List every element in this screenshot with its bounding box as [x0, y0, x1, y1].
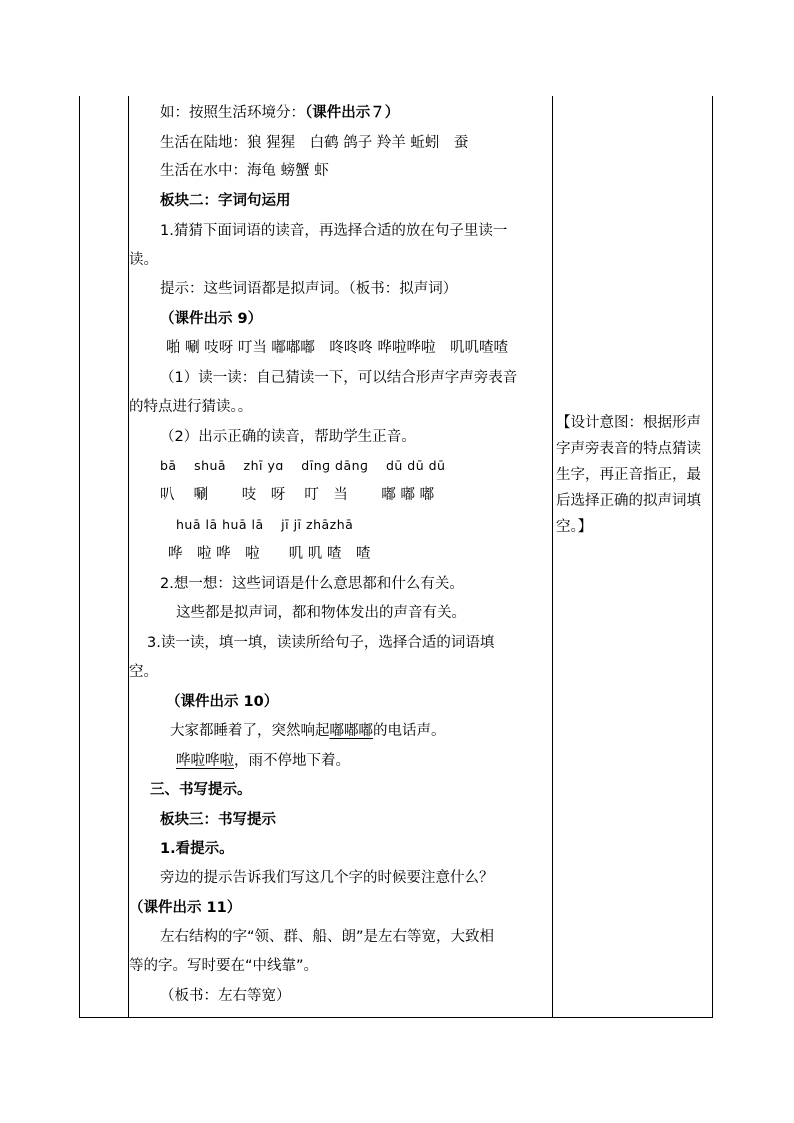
pinyin-row-1: bā shuā zhī yɑ dīnɡ dānɡ dū dū dū	[160, 458, 446, 473]
task-2-answer: 这些都是拟声词，都和物体发出的声音有关。	[176, 605, 466, 621]
task-1-cont: 读。	[129, 252, 158, 268]
task-3-cont: 空。	[129, 664, 158, 680]
hanzi-row-1: 叭 唰 吱 呀 叮 当 嘟 嘟 嘟	[160, 487, 435, 503]
land-animals: 生活在陆地：狼 猩猩 白鹤 鸽子 羚羊 蚯蚓 蚕	[160, 135, 469, 151]
board-note: （板书：左右等宽）	[160, 988, 291, 1004]
hanzi-row-2: 哗 啦 哗 啦 叽 叽 喳 喳	[168, 546, 371, 562]
look-hint: 1.看提示。	[160, 841, 234, 857]
design-intent-note: 【设计意图：根据形声字声旁表音的特点猜读生字，再正音指正，最后选择正确的拟声词填空。】	[556, 415, 701, 535]
column-divider-right	[552, 96, 553, 1018]
example-line: 如：按照生活环境分：（课件出示７）	[160, 105, 400, 121]
column-divider-left	[128, 96, 129, 1018]
block-heading-3: 板块三：书写提示	[160, 812, 276, 828]
slide-10: （课件出示 10）	[166, 694, 279, 710]
pinyin-row-2: huā lā huā lā jī jī zhāzhā	[176, 517, 354, 532]
sentence-1: 大家都睡着了，突然响起嘟嘟嘟的电话声。	[170, 723, 446, 739]
onomatopoeia-words: 啪 唰 吱呀 叮当 嘟嘟嘟 咚咚咚 哗啦哗啦 叽叽喳喳	[166, 340, 509, 356]
water-animals: 生活在水中：海龟 螃蟹 虾	[160, 163, 329, 179]
section-heading-3: 三、书写提示。	[150, 782, 252, 798]
structure-note-cont: 等的字。写时要在“中线靠”。	[129, 958, 319, 974]
task-3: 3.读一读，填一填，读读所给句子，选择合适的词语填	[147, 635, 495, 651]
structure-note: 左右结构的字“领、群、船、朗”是左右等宽，大致相	[160, 929, 495, 945]
step-1-cont: 的特点进行猜读。。	[129, 399, 253, 415]
task-1: 1.猜猜下面词语的读音，再选择合适的放在句子里读一	[160, 223, 508, 239]
step-1: （1）读一读：自己猜读一下，可以结合形声字声旁表音	[160, 370, 518, 386]
slide-9: （课件出示 9）	[160, 311, 263, 327]
question-line: 旁边的提示告诉我们写这几个字的时候要注意什么？	[160, 870, 494, 886]
slide-11: （课件出示 11）	[129, 900, 242, 916]
section-heading-2: 板块二：字词句运用	[160, 193, 291, 209]
sentence-2: 哗啦哗啦，雨不停地下着。	[176, 753, 350, 769]
task-2: 2.想一想：这些词语是什么意思都和什么有关。	[160, 576, 464, 592]
hint-line: 提示：这些词语都是拟声词。（板书：拟声词）	[160, 281, 458, 297]
step-2: （2）出示正确的读音，帮助学生正音。	[160, 429, 416, 445]
